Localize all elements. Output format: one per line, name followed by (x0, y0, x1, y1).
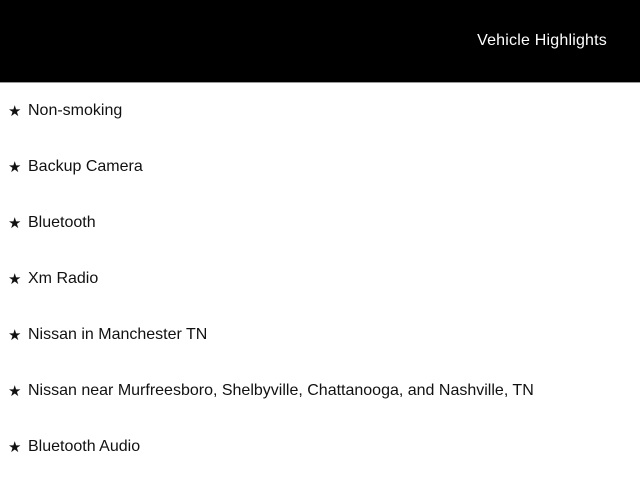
list-item-label: Non-smoking (28, 102, 123, 119)
star-icon: ★ (8, 102, 22, 120)
list-item (0, 195, 640, 251)
list-item (0, 419, 640, 475)
list-item-label: Xm Radio (28, 270, 99, 287)
star-icon: ★ (8, 326, 22, 344)
list-item-label: Nissan in Manchester TN (28, 326, 208, 343)
list-item-label: Bluetooth Audio (28, 438, 141, 455)
page-title: Vehicle Highlights (477, 32, 607, 49)
highlights-list (0, 83, 640, 475)
star-icon: ★ (8, 214, 22, 232)
list-item-label: Bluetooth (28, 214, 96, 231)
list-item (0, 83, 640, 139)
list-item-label: Nissan near Murfreesboro, Shelbyville, Chattanooga, and Nashville, TN (28, 382, 534, 399)
list-item-label: Backup Camera (28, 158, 143, 175)
star-icon: ★ (8, 438, 22, 456)
star-icon: ★ (8, 158, 22, 176)
header-bar (0, 0, 640, 83)
list-item (0, 251, 640, 307)
star-icon: ★ (8, 270, 22, 288)
list-item (0, 139, 640, 195)
list-item (0, 363, 640, 419)
list-item (0, 307, 640, 363)
star-icon: ★ (8, 382, 22, 400)
